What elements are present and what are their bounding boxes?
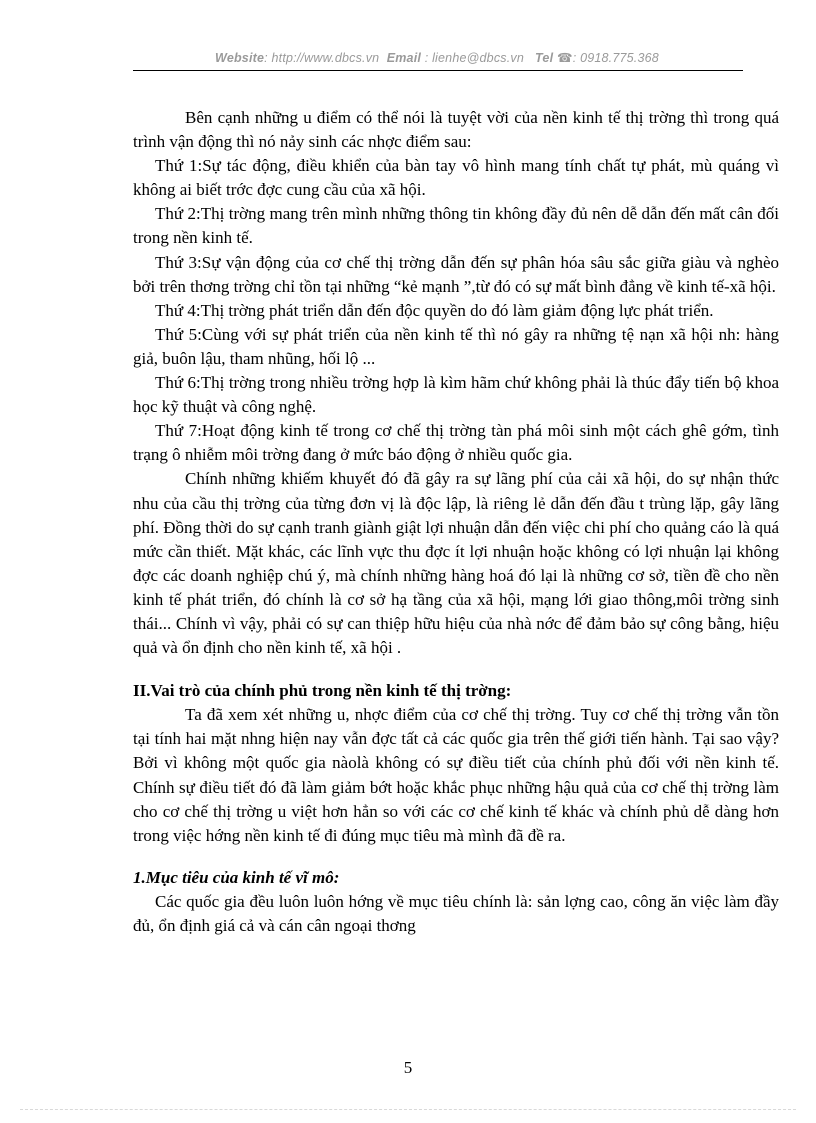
page-header bbox=[132, 50, 742, 65]
section-heading-2: II.Vai trò của chính phủ trong nền kinh tế thị trờng: bbox=[133, 681, 512, 701]
summary-paragraph: Chính những khiếm khuyết đó đã gây ra sự lãng phí của cải xã hội, do sự nhận thức nhu của cầu thị trờng của từng đơn vị là độc lập, là riêng lẻ dẫn đến đầu t trùng lặp, gây lãng phí. Đồng thời do sự cạnh tranh giành giật lợi nhuận dẫn đến việc chi phí cho quảng cáo là quá mức cần thiết. Mặt khác, các lĩnh vực thu đợc ít lợi nhuận hoặc không có lợi nhuận lại không đợc các doanh nghiệp chú ý, mà chính những hàng hoá đó lại là những cơ sở, tiền đề cho nền kinh tế phát triển, đó chính là cơ sở hạ tầng của xã hội, mạng lới giao thông,môi trờng sinh thái... Chính vì vậy, phải có sự can thiệp hữu hiệu của nhà nớc để đảm bảo sự công bằng, hiệu quả và ổn định cho nền kinh tế, xã hội . bbox=[133, 469, 779, 658]
email-label: Email bbox=[386, 51, 422, 65]
website-label: Website bbox=[215, 51, 265, 65]
website-url: : http://www.dbcs.vn bbox=[264, 51, 380, 65]
drawback-4: Thứ 4:Thị trờng phát triển dẫn đến độc quyền do đó làm giảm động lực phát triển. bbox=[155, 300, 714, 320]
header-divider bbox=[133, 70, 743, 71]
drawback-2: Thứ 2:Thị trờng mang trên mình những thông tin không đầy đủ nên dễ dẫn đến mất cân đối trong nền kinh tế. bbox=[133, 204, 779, 248]
document-body bbox=[133, 106, 779, 938]
tel-number: : 0918.775.368 bbox=[572, 51, 659, 65]
tel-label: Tel bbox=[535, 51, 554, 65]
drawback-3: Thứ 3:Sự vận động của cơ chế thị trờng dẫn đến sự phân hóa sâu sắc giữa giàu và nghèo bởi trên thơng trờng chỉ tồn tại những “kẻ mạnh ”,từ đó có sự mất bình đẳng về kinh tế-xã hội. bbox=[133, 252, 779, 296]
page-bottom-border bbox=[20, 1109, 796, 1110]
drawback-5: Thứ 5:Cùng với sự phát triển của nền kinh tế thì nó gây ra những tệ nạn xã hội nh: hàng giả, buôn lậu, tham nhũng, hối lộ ... bbox=[133, 324, 779, 368]
phone-icon: ☎ bbox=[556, 51, 573, 65]
drawback-6: Thứ 6:Thị trờng trong nhiều trờng hợp là kìm hãm chứ không phải là thúc đẩy tiến bộ khoa học kỹ thuật và công nghệ. bbox=[133, 373, 779, 417]
drawback-7: Thứ 7:Hoạt động kinh tế trong cơ chế thị trờng tàn phá môi sinh một cách ghê gớm, tình trạng ô nhiễm môi trờng đang ở mức báo động ở nhiều quốc gia. bbox=[133, 421, 779, 465]
drawback-1: Thứ 1:Sự tác động, điều khiển của bàn tay vô hình mang tính chất tự phát, mù quáng vì không ai biết trớc đợc cung cầu của xã hội. bbox=[133, 156, 779, 200]
section-2-paragraph: Ta đã xem xét những u, nhợc điểm của cơ chế thị trờng. Tuy cơ chế thị trờng vẫn tồn tại tính hai mặt nhng hiện nay vẫn đợc tất cả các quốc gia trên thế giới tiến hành. Tại sao vậy? Bởi vì không một quốc gia nàolà không có sự điều tiết của chính phủ đối với nền kinh tế. Chính sự điều tiết đó đã làm giảm bớt hoặc khắc phục những hậu quả của cơ chế thị trờng làm cho cơ chế thị trờng u việt hơn hẳn so với các cơ chế kinh tế khác và chính phủ dễ dàng hơn trong việc hớng nền kinh tế đi đúng mục tiêu mà mình đã đề ra. bbox=[133, 705, 779, 845]
intro-paragraph: Bên cạnh những u điểm có thể nói là tuyệt vời của nền kinh tế thị trờng thì trong quá trình vận động thì nó nảy sinh các nhợc điểm sau: bbox=[133, 108, 779, 152]
section-heading-1: 1.Mục tiêu của kinh tế vĩ mô: bbox=[133, 867, 340, 887]
section-1-paragraph: Các quốc gia đều luôn luôn hớng về mục tiêu chính là: sản lợng cao, công ăn việc làm đầy đủ, ổn định giá cả và cán cân ngoại thơng bbox=[133, 891, 779, 935]
page-number: 5 bbox=[403, 1058, 413, 1077]
email-address: : lienhe@dbcs.vn bbox=[424, 51, 525, 65]
